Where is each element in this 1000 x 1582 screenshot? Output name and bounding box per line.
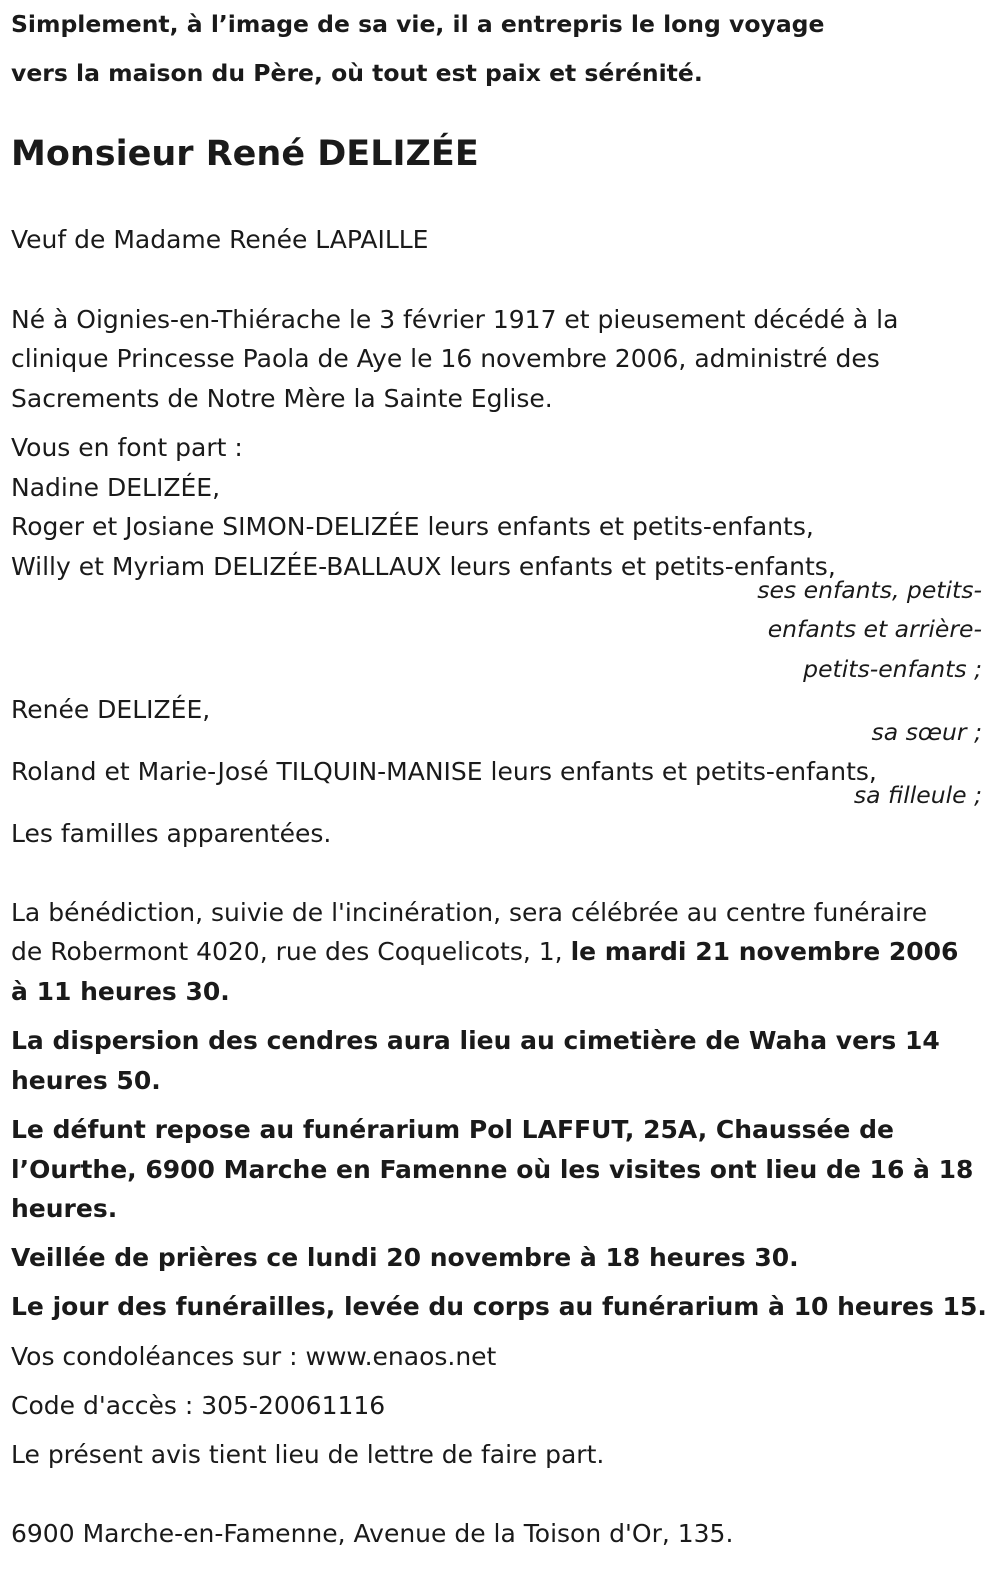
funeral-day-line: Le jour des funérailles, levée du corps au funérarium à 10 heures 15. [11, 1292, 987, 1321]
relation-children-c: petits-enfants ; [803, 655, 982, 683]
intro-line-1: Simplement, à l’image de sa vie, il a entrepris le long voyage [11, 10, 825, 38]
family-line-6: Les familles apparentées. [11, 819, 332, 848]
deceased-name: Monsieur René DELIZÉE [11, 134, 479, 174]
family-line-5: Roland et Marie-José TILQUIN-MANISE leurs enfants et petits-enfants, [11, 757, 877, 786]
family-line-4: Renée DELIZÉE, [11, 695, 211, 724]
repose-line-2: l’Ourthe, 6900 Marche en Famenne où les visites ont lieu de 16 à 18 [11, 1155, 974, 1184]
vigil-line: Veillée de prières ce lundi 20 novembre à 18 heures 30. [11, 1243, 799, 1272]
repose-line-1: Le défunt repose au funérarium Pol LAFFUT, 25A, Chaussée de [11, 1115, 894, 1144]
relation-sister: sa sœur ; [871, 718, 982, 746]
relation-goddaughter: sa filleule ; [853, 781, 982, 809]
address-line: 6900 Marche-en-Famenne, Avenue de la Toison d'Or, 135. [11, 1519, 734, 1548]
family-line-2: Roger et Josiane SIMON-DELIZÉE leurs enfants et petits-enfants, [11, 512, 814, 541]
relation-children-a: ses enfants, petits- [757, 576, 982, 604]
family-line-1: Nadine DELIZÉE, [11, 473, 221, 502]
family-heading: Vous en font part : [11, 433, 243, 462]
bio-line-2: clinique Princesse Paola de Aye le 16 novembre 2006, administré des [11, 344, 880, 373]
dispersion-line-1: La dispersion des cendres aura lieu au cimetière de Waha vers 14 [11, 1026, 940, 1055]
ceremony-date: le mardi 21 novembre 2006 [570, 937, 959, 966]
ceremony-line-1: La bénédiction, suivie de l'incinération, sera célébrée au centre funéraire [11, 898, 928, 927]
spouse-line: Veuf de Madame Renée LAPAILLE [11, 225, 429, 254]
intro-line-2: vers la maison du Père, où tout est paix et sérénité. [11, 59, 703, 87]
family-line-3: Willy et Myriam DELIZÉE-BALLAUX leurs enfants et petits-enfants, [11, 552, 836, 581]
ceremony-time: à 11 heures 30. [11, 977, 230, 1006]
relation-children-b: enfants et arrière- [767, 615, 982, 643]
bio-line-3: Sacrements de Notre Mère la Sainte Eglise. [11, 384, 553, 413]
access-code-line: Code d'accès : 305-20061116 [11, 1391, 386, 1420]
bio-line-1: Né à Oignies-en-Thiérache le 3 février 1917 et pieusement décédé à la [11, 305, 899, 334]
condolences-line: Vos condoléances sur : www.enaos.net [11, 1342, 497, 1371]
ceremony-line-2 [11, 932, 958, 972]
ceremony-line-2-text: de Robermont 4020, rue des Coquelicots, 1, [11, 937, 571, 966]
dispersion-line-2: heures 50. [11, 1066, 161, 1095]
notice-line: Le présent avis tient lieu de lettre de faire part. [11, 1440, 605, 1469]
repose-line-3: heures. [11, 1194, 118, 1223]
